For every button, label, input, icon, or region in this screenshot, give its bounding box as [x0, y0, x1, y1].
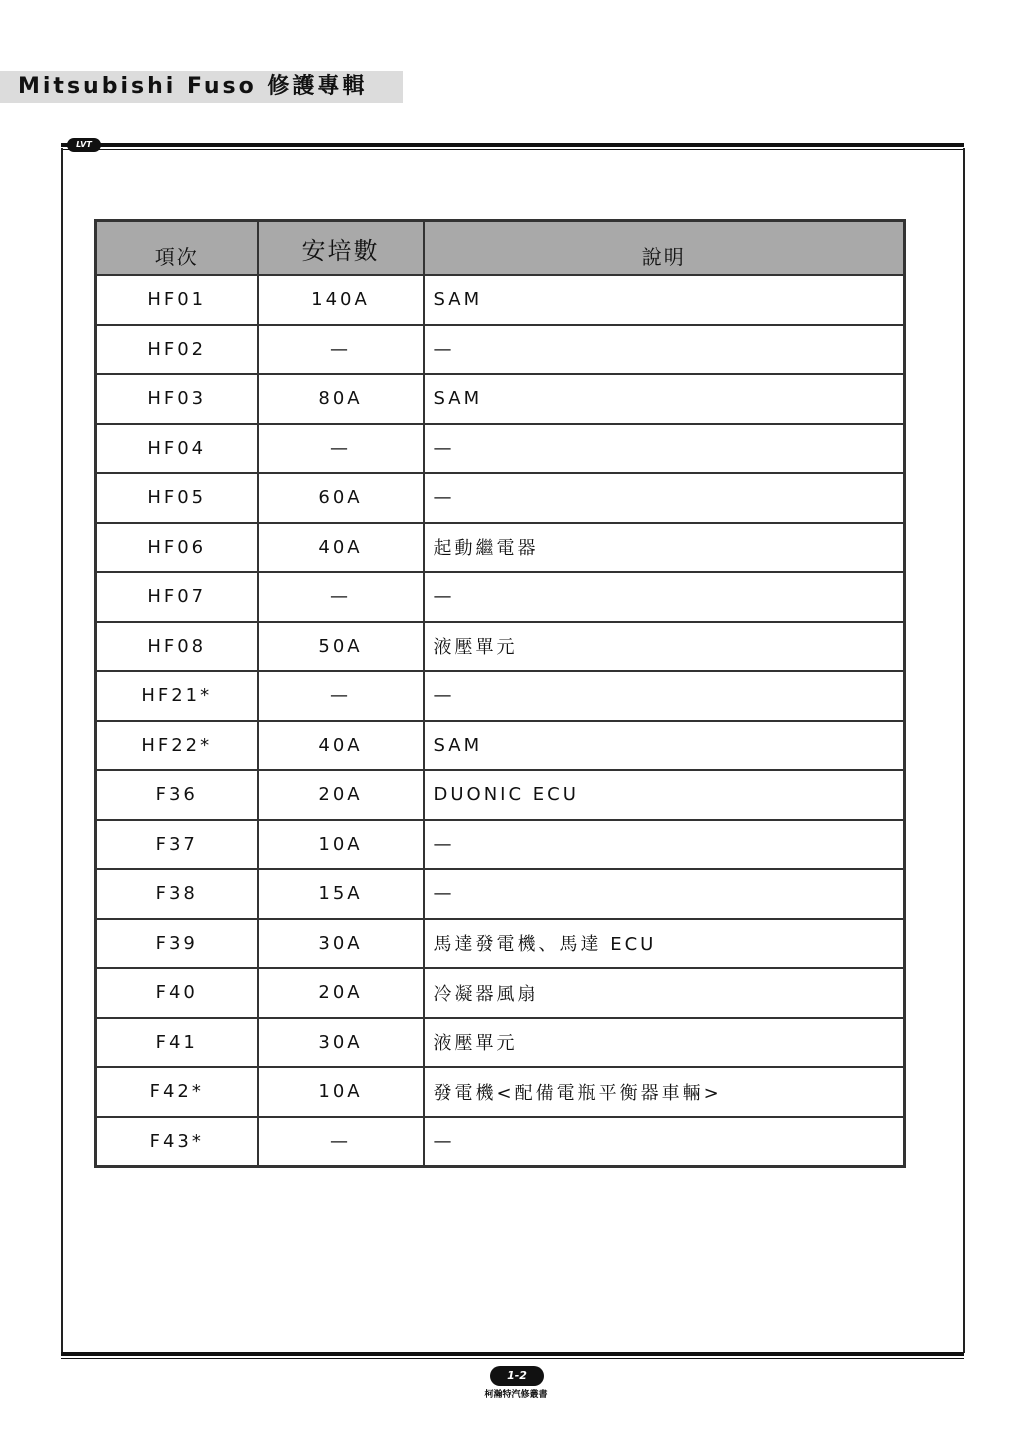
cell-item: HF02 — [96, 325, 258, 375]
cell-amperage: 60A — [258, 473, 424, 523]
cell-description: — — [424, 1117, 905, 1167]
cell-description: SAM — [424, 721, 905, 771]
cell-amperage: 40A — [258, 523, 424, 573]
table-row — [96, 919, 905, 969]
table-header-row — [96, 221, 905, 276]
cell-item: HF21* — [96, 671, 258, 721]
table-row — [96, 671, 905, 721]
frame-top-rule — [61, 143, 964, 147]
cell-description: 發電機<配備電瓶平衡器車輛> — [424, 1067, 905, 1117]
header-amperage: 安培數 — [258, 221, 424, 276]
table-row — [96, 424, 905, 474]
cell-item: HF07 — [96, 572, 258, 622]
cell-item: F38 — [96, 869, 258, 919]
cell-item: HF22* — [96, 721, 258, 771]
header-description: 說明 — [424, 221, 905, 276]
table-row — [96, 869, 905, 919]
cell-amperage: 20A — [258, 968, 424, 1018]
page-number-badge: 1-2 — [490, 1366, 544, 1386]
cell-item: HF01 — [96, 275, 258, 325]
cell-amperage: 140A — [258, 275, 424, 325]
cell-description: 液壓單元 — [424, 622, 905, 672]
table-row — [96, 820, 905, 870]
cell-description: — — [424, 869, 905, 919]
cell-description: — — [424, 671, 905, 721]
page-caption: 柯瀚特汽修叢書 — [484, 1390, 548, 1400]
frame-bottom-rule — [61, 1352, 964, 1356]
table-row — [96, 1117, 905, 1167]
cell-item: F37 — [96, 820, 258, 870]
cell-item: HF04 — [96, 424, 258, 474]
cell-amperage: — — [258, 325, 424, 375]
table-row — [96, 1067, 905, 1117]
table-row — [96, 572, 905, 622]
cell-amperage: 20A — [258, 770, 424, 820]
table-row — [96, 374, 905, 424]
cell-amperage: 15A — [258, 869, 424, 919]
table-row — [96, 721, 905, 771]
table-row — [96, 968, 905, 1018]
cell-item: F43* — [96, 1117, 258, 1167]
cell-amperage: — — [258, 671, 424, 721]
cell-amperage: — — [258, 424, 424, 474]
cell-description: 馬達發電機、馬達 ECU — [424, 919, 905, 969]
cell-amperage: 50A — [258, 622, 424, 672]
table-row — [96, 622, 905, 672]
table-row — [96, 325, 905, 375]
cell-amperage: 40A — [258, 721, 424, 771]
cell-amperage: 80A — [258, 374, 424, 424]
cell-item: F40 — [96, 968, 258, 1018]
cell-item: HF06 — [96, 523, 258, 573]
cell-description: — — [424, 820, 905, 870]
table-row — [96, 473, 905, 523]
table-row — [96, 1018, 905, 1068]
table-row — [96, 275, 905, 325]
table-row — [96, 770, 905, 820]
cell-item: F41 — [96, 1018, 258, 1068]
cell-item: HF05 — [96, 473, 258, 523]
cell-item: HF03 — [96, 374, 258, 424]
frame-bottom-rule-thin — [61, 1358, 964, 1359]
cell-description: — — [424, 325, 905, 375]
cell-amperage: 10A — [258, 1067, 424, 1117]
cell-amperage: 10A — [258, 820, 424, 870]
fuse-table — [94, 219, 906, 1168]
cell-amperage: — — [258, 1117, 424, 1167]
cell-description: SAM — [424, 374, 905, 424]
cell-description: SAM — [424, 275, 905, 325]
cell-description: 起動繼電器 — [424, 523, 905, 573]
cell-item: HF08 — [96, 622, 258, 672]
cell-description: — — [424, 424, 905, 474]
header-item: 項次 — [96, 221, 258, 276]
logo-badge: LVT — [67, 138, 101, 152]
cell-description: — — [424, 473, 905, 523]
cell-description: DUONIC ECU — [424, 770, 905, 820]
cell-item: F42* — [96, 1067, 258, 1117]
cell-item: F36 — [96, 770, 258, 820]
cell-item: F39 — [96, 919, 258, 969]
page-title: Mitsubishi Fuso 修護專輯 — [18, 74, 368, 99]
cell-amperage: 30A — [258, 1018, 424, 1068]
cell-amperage: 30A — [258, 919, 424, 969]
cell-description: 液壓單元 — [424, 1018, 905, 1068]
cell-description: 冷凝器風扇 — [424, 968, 905, 1018]
cell-amperage: — — [258, 572, 424, 622]
table-row — [96, 523, 905, 573]
cell-description: — — [424, 572, 905, 622]
